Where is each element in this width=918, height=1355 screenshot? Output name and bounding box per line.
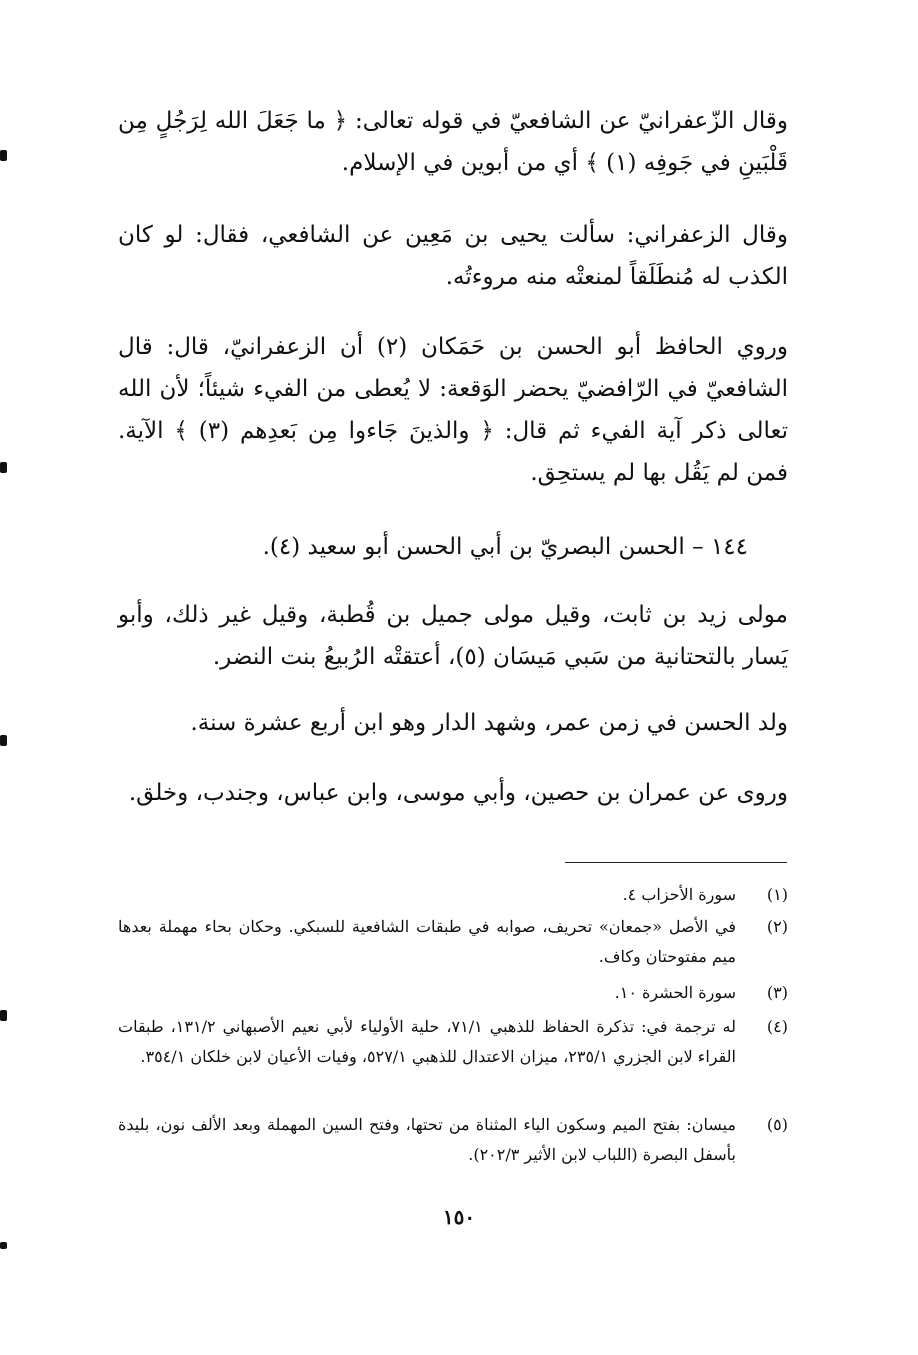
entry-heading: ١٤٤ – الحسن البصريّ بن أبي الحسن أبو سعيد (٤). xyxy=(262,534,748,560)
scan-edge-mark xyxy=(0,1242,7,1249)
paragraph-hafiz-hamakan: وروي الحافظ أبو الحسن بن حَمَكان (٢) أن الزعفرانيّ، قال: قال الشافعيّ في الرّافضيّ يحضر الوَقعة: لا يُعطى من الفيء شيئاً؛ لأن الله تعالى ذكر آية الفيء ثم قال: ﴿ والذينَ جَاءوا مِن بَعدِهم (٣) ﴾ الآية. فمن لم يَقُل بها لم يستحِق. xyxy=(118,334,788,486)
scan-edge-mark xyxy=(0,150,7,161)
paragraph-mawla-zayd: مولى زيد بن ثابت، وقيل مولى جميل بن قُطبة، وقيل غير ذلك، وأبو يَسار بالتحتانية من سَبي مَيسَان (٥)، أعتقتْه الرُبيعُ بنت النضر. xyxy=(118,602,788,670)
footnote-text: سورة الأحزاب ٤. xyxy=(622,885,736,904)
footnote-separator xyxy=(565,862,787,863)
footnote-text: له ترجمة في: تذكرة الحفاظ للذهبي ٧١/١، حلية الأولياء لأبي نعيم الأصبهاني ١٣١/٢، طبقات القراء لابن الجزري ٢٣٥/١، ميزان الاعتدال للذهبي ٥٢٧/١، وفيات الأعيان لابن خلكان ٣٥٤/١. xyxy=(118,1017,737,1066)
footnote-number: (٥) xyxy=(766,1115,788,1134)
scan-edge-mark xyxy=(0,1010,7,1021)
footnote-number: (١) xyxy=(766,885,788,904)
footnote-number: (٢) xyxy=(766,917,788,936)
footnote-5 xyxy=(118,1110,788,1170)
footnote-number: (٣) xyxy=(766,983,788,1002)
footnote-text: سورة الحشرة ١٠. xyxy=(614,983,736,1002)
footnote-number: (٤) xyxy=(766,1017,788,1036)
footnote-2 xyxy=(118,912,788,972)
footnote-text: ميسان: بفتح الميم وسكون الياء المثناة من تحتها، وفتح السين المهملة وبعد الألف نون، بليدة بأسفل البصرة (اللباب لابن الأثير ٢٠٢/٣). xyxy=(118,1115,736,1164)
paragraph-narrators: وروى عن عمران بن حصين، وأبي موسى، وابن عباس، وجندب، وخلق. xyxy=(128,780,788,806)
scan-edge-mark xyxy=(0,735,7,746)
footnote-text: في الأصل «جمعان» تحريف، صوابه في طبقات الشافعية للسبكي. وحكان بحاء مهملة بعدها ميم مفتوحتان وكاف. xyxy=(118,917,736,966)
footnote-4 xyxy=(118,1012,788,1072)
scan-edge-mark xyxy=(0,462,7,473)
paragraph-yahya-ibn-main: وقال الزعفراني: سألت يحيى بن مَعِين عن الشافعي، فقال: لو كان الكذب له مُنطَلَقاً لمنعتْه منه مروءتُه. xyxy=(118,222,788,290)
footnote-1 xyxy=(118,880,788,910)
footnote-3 xyxy=(118,978,788,1008)
paragraph-shafii-quran-verse: وقال الزّعفرانيّ عن الشافعيّ في قوله تعالى: ﴿ ما جَعَلَ الله لِرَجُلٍ مِن قَلْبَينِ في جَوفِه (١) ﴾ أي من أبوين في الإسلام. xyxy=(118,108,788,176)
page-number: ١٥٠ xyxy=(442,1205,476,1229)
paragraph-birth: ولد الحسن في زمن عمر، وشهد الدار وهو ابن أربع عشرة سنة. xyxy=(190,710,788,736)
